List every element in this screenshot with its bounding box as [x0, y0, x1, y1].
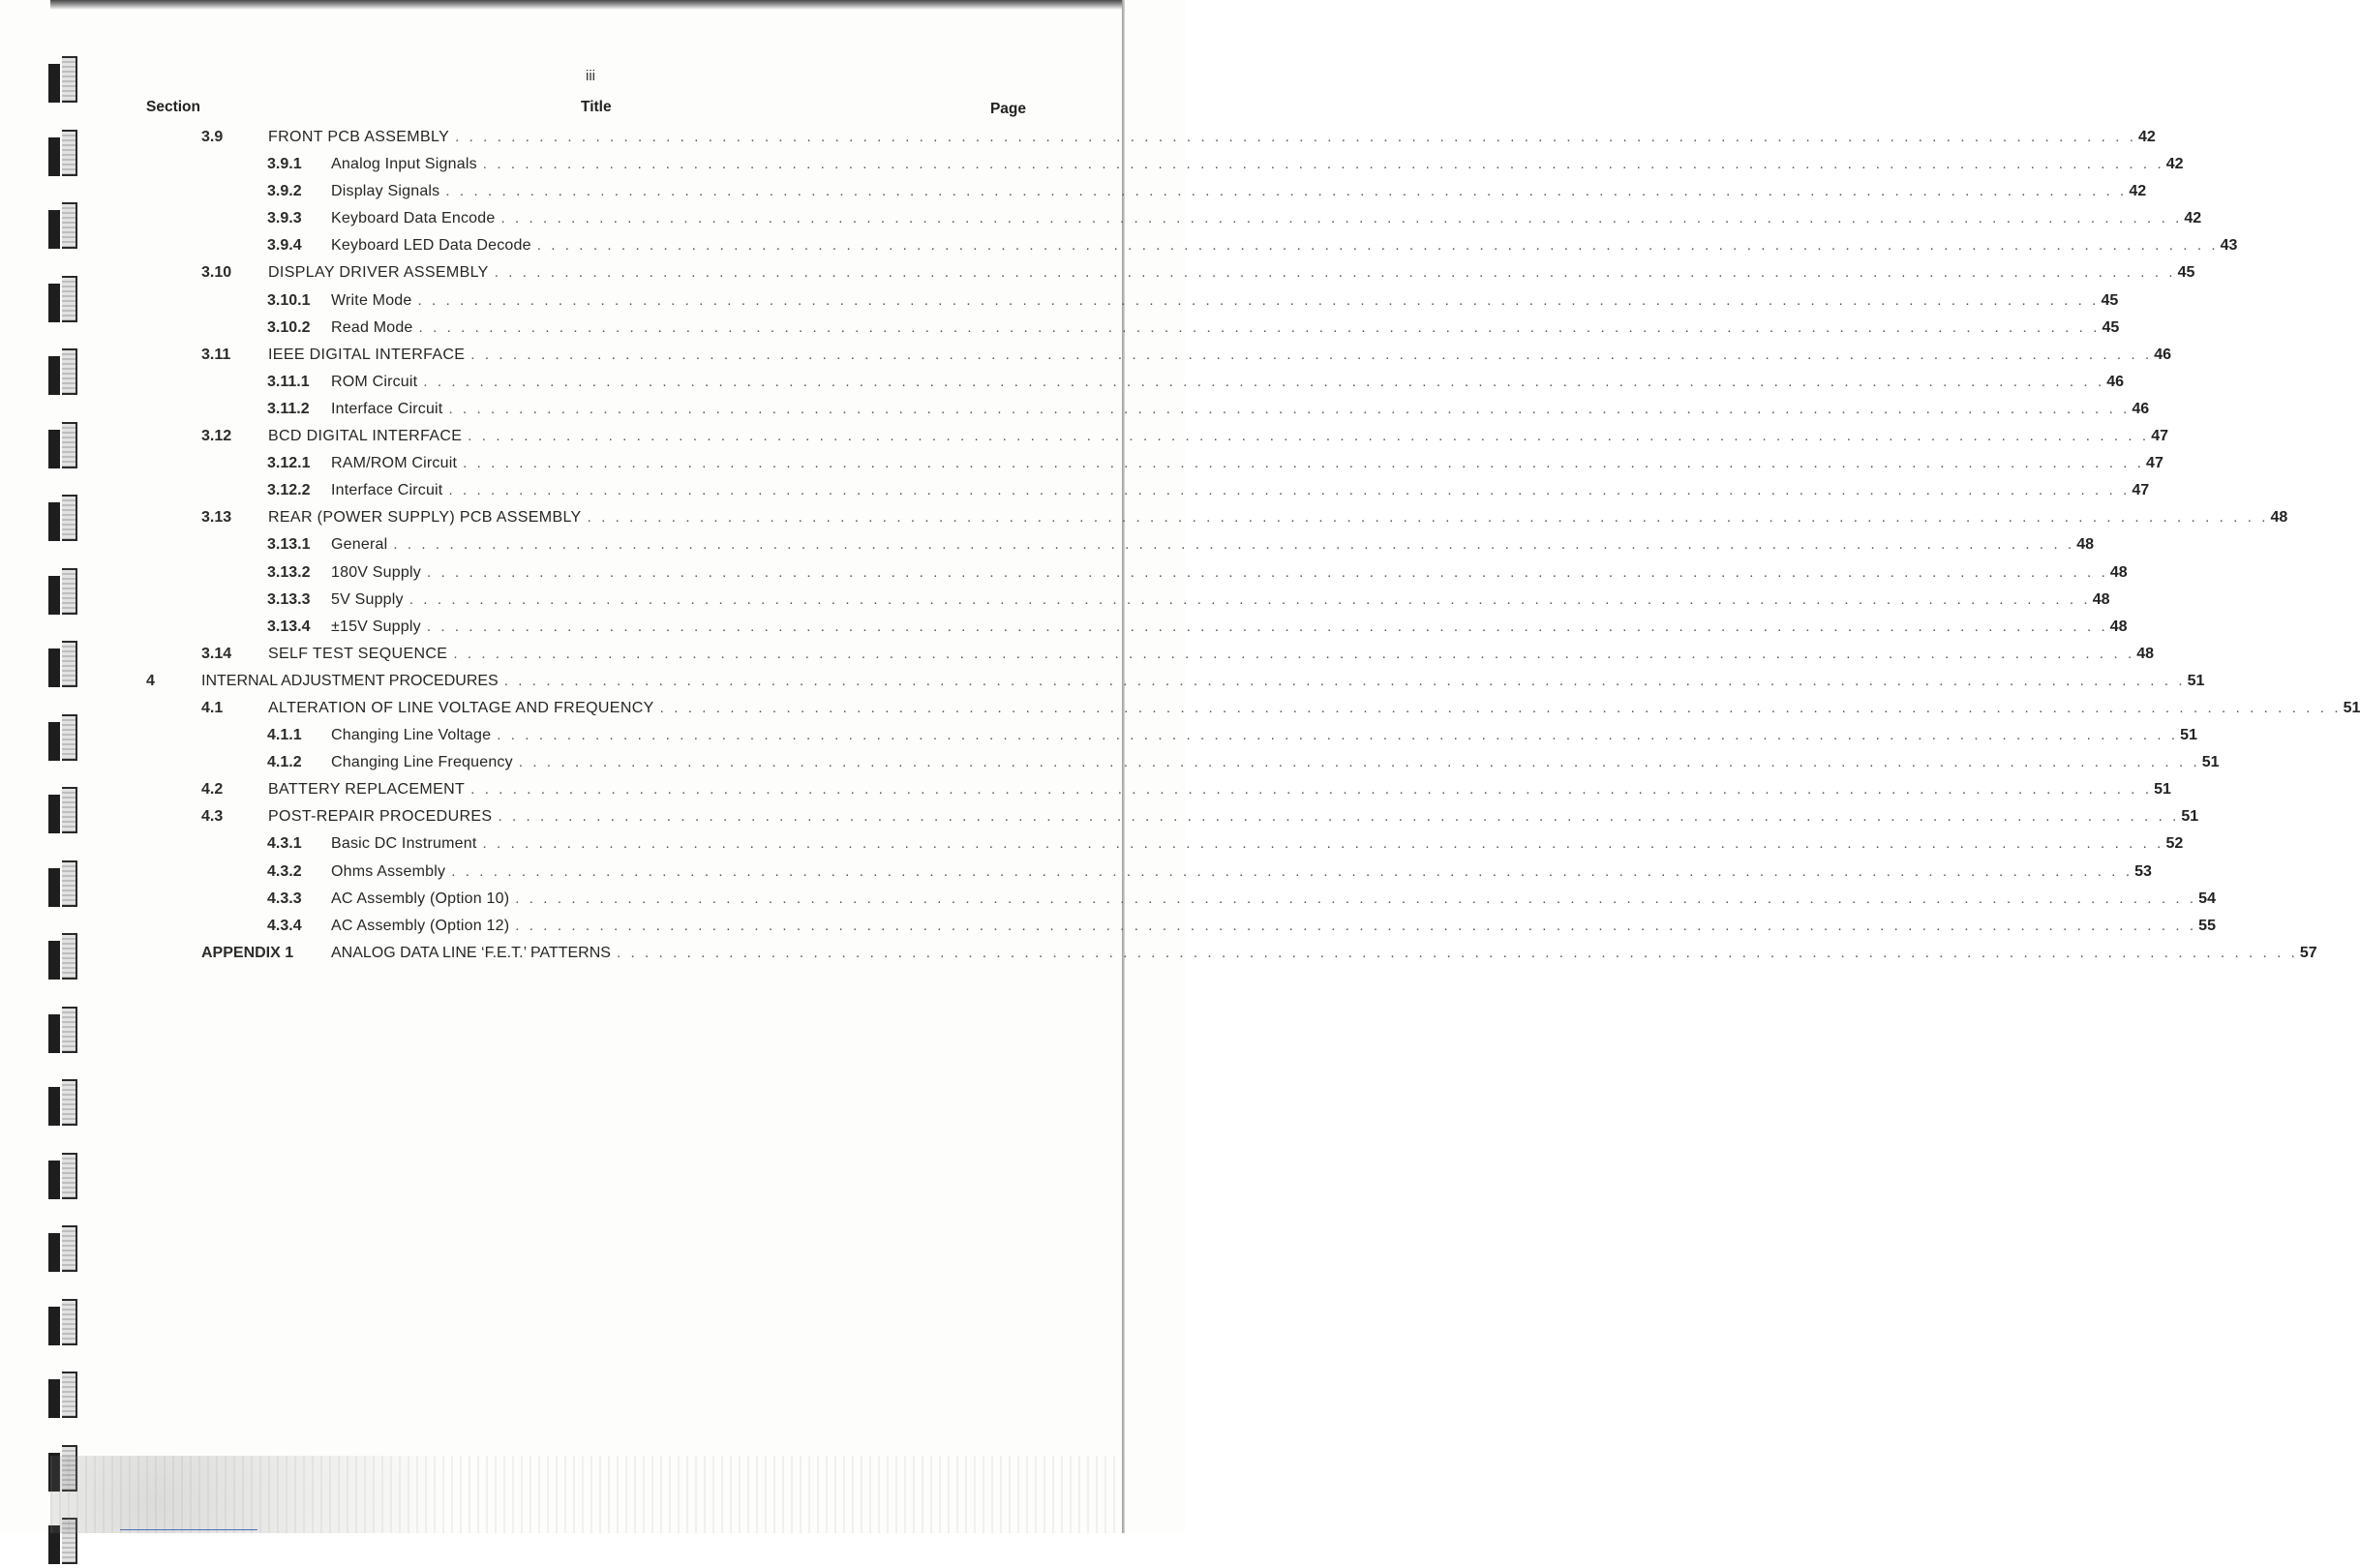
toc-title: REAR (POWER SUPPLY) PCB ASSEMBLY	[268, 509, 582, 527]
toc-entry	[0, 450, 2163, 477]
toc-section-number: 3.14	[201, 645, 232, 662]
scan-footer-noise	[50, 1456, 1123, 1533]
toc-page-number: 51	[2180, 727, 2197, 744]
toc-title-line	[331, 315, 2120, 342]
toc-leader-dots: . . . . . . . . . . . . . . . . . . . . . . . . . . . . . . . . . . . . . . . . . . . . . . . . . . . . . . . . . . . . . . . . . . . . . . . . . . . . . . . . . . . . . . . . . . . . . . . . . . . . . . . . . . . . . . . . . . . . . . . .	[482, 835, 2164, 853]
toc-section-number: 3.9.4	[267, 237, 302, 255]
toc-page-number: 42	[2165, 156, 2184, 173]
toc-title: ANALOG DATA LINE ‘F.E.T.’ PATTERNS	[331, 944, 611, 961]
toc-leader-dots: . . . . . . . . . . . . . . . . . . . . . . . . . . . . . . . . . . . . . . . . . . . . . . . . . . . . . . . . . . . . . . . . . . . . . . . . . . . . . . . . . . . . . . . . . . . . . . . . . . . . . . . . . . . . . . . . . . . . . . . .	[518, 754, 2200, 771]
toc-entry	[0, 477, 2150, 504]
toc-title-line	[331, 396, 2150, 423]
toc-leader-dots: . . . . . . . . . . . . . . . . . . . . . . . . . . . . . . . . . . . . . . . . . . . . . . . . . . . . . . . . . . . . . . . . . . . . . . . . . . . . . . . . . . . . . . . . . . . . . . . . . . . . . . . . . . . . . . . . . . . . . . . .	[659, 699, 2342, 716]
toc-title-line	[268, 803, 2199, 830]
toc-leader-dots: . . . . . . . . . . . . . . . . . . . . . . . . . . . . . . . . . . . . . . . . . . . . . . . . . . . . . . . . . . . . . . . . . . . . . . . . . . . . . . . . . . . . . . . . . . . . . . . . . . . . . . . . . . . . . . . . . . . . . . . .	[498, 808, 2180, 826]
binding-ring	[48, 56, 79, 106]
toc-leader-dots: . . . . . . . . . . . . . . . . . . . . . . . . . . . . . . . . . . . . . . . . . . . . . . . . . . . . . . . . . . . . . . . . . . . . . . . . . . . . . . . . . . . . . . . . . . . . . . . . . . . . . . . . . . . . . . . . . . . . . . . .	[482, 156, 2164, 173]
toc-entry	[0, 232, 2238, 259]
toc-title: IEEE DIGITAL INTERFACE	[268, 346, 466, 363]
toc-title: BCD DIGITAL INTERFACE	[268, 428, 463, 445]
toc-title-line	[268, 342, 2172, 369]
toc-title: 180V Supply	[331, 563, 421, 581]
toc-page-number: 48	[2092, 590, 2110, 608]
toc-page-number: 47	[2132, 482, 2150, 499]
footer-rule	[120, 1529, 257, 1530]
toc-entry	[0, 423, 2168, 450]
toc-leader-dots: . . . . . . . . . . . . . . . . . . . . . . . . . . . . . . . . . . . . . . . . . . . . . . . . . . . . . . . . . . . . . . . . . . . . . . . . . . . . . . . . . . . . . . . . . . . . . . . . . . . . . . . . . . . . . . . . . . . . . . . .	[445, 183, 2128, 200]
binding-ring	[48, 1153, 79, 1203]
toc-entry	[0, 124, 2156, 151]
scan-top-edge	[50, 0, 1125, 10]
toc-entry	[0, 342, 2172, 369]
toc-leader-dots: . . . . . . . . . . . . . . . . . . . . . . . . . . . . . . . . . . . . . . . . . . . . . . . . . . . . . . . . . . . . . . . . . . . . . . . . . . . . . . . . . . . . . . . . . . . . . . . . . . . . . . . . . . . . . . . . . . . . . . . .	[448, 482, 2131, 499]
toc-entry	[0, 722, 2197, 749]
toc-entry	[0, 587, 2110, 614]
toc-leader-dots: . . . . . . . . . . . . . . . . . . . . . . . . . . . . . . . . . . . . . . . . . . . . . . . . . . . . . . . . . . . . . . . . . . . . . . . . . . . . . . . . . . . . . . . . . . . . . . . . . . . . . . . . . . . . . . . . . . . . . . . .	[515, 917, 2197, 934]
toc-section-number: 3.10	[201, 264, 232, 282]
toc-section-number: 4.3	[201, 808, 224, 826]
toc-title: AC Assembly (Option 10)	[331, 890, 510, 907]
toc-leader-dots: . . . . . . . . . . . . . . . . . . . . . . . . . . . . . . . . . . . . . . . . . . . . . . . . . . . . . . . . . . . . . . . . . . . . . . . . . . . . . . . . . . . . . . . . . . . . . . . . . . . . . . . . . . . . . . . . . . . . . . . .	[503, 672, 2186, 689]
toc-page-number: 51	[2187, 672, 2205, 689]
toc-leader-dots: . . . . . . . . . . . . . . . . . . . . . . . . . . . . . . . . . . . . . . . . . . . . . . . . . . . . . . . . . . . . . . . . . . . . . . . . . . . . . . . . . . . . . . . . . . . . . . . . . . . . . . . . . . . . . . . . . . . . . . . .	[616, 944, 2298, 961]
toc-page-number: 42	[2138, 129, 2156, 145]
toc-entry	[0, 396, 2150, 423]
toc-section-number: 4.1.2	[267, 754, 302, 771]
toc-title-line	[268, 776, 2171, 803]
toc-title: Analog Input Signals	[331, 156, 477, 173]
toc-title-line	[331, 614, 2128, 641]
toc-title: Ohms Assembly	[331, 862, 446, 880]
toc-page-number: 47	[2151, 428, 2168, 445]
toc-title-line	[268, 259, 2195, 286]
toc-entry	[0, 695, 2360, 722]
toc-title-line	[331, 205, 2202, 232]
toc-title: Keyboard LED Data Decode	[331, 237, 531, 255]
toc-page-number: 42	[2129, 183, 2147, 200]
toc-section-number: 3.13.1	[267, 536, 311, 554]
toc-title: SELF TEST SEQUENCE	[268, 645, 448, 662]
toc-entry	[0, 504, 2288, 531]
toc-page-number: 46	[2132, 400, 2150, 417]
toc-title-line	[331, 886, 2216, 913]
toc-section-number: 4.3.1	[267, 835, 302, 853]
toc-title: Write Mode	[331, 291, 412, 309]
toc-title-line	[331, 369, 2125, 396]
toc-page-number: 55	[2198, 917, 2216, 934]
toc-leader-dots: . . . . . . . . . . . . . . . . . . . . . . . . . . . . . . . . . . . . . . . . . . . . . . . . . . . . . . . . . . . . . . . . . . . . . . . . . . . . . . . . . . . . . . . . . . . . . . . . . . . . . . . . . . . . . . . . . . . . . . . .	[451, 862, 2133, 880]
toc-section-number: 3.13	[201, 509, 232, 527]
section-column-header: Section	[146, 99, 200, 115]
toc-leader-dots: . . . . . . . . . . . . . . . . . . . . . . . . . . . . . . . . . . . . . . . . . . . . . . . . . . . . . . . . . . . . . . . . . . . . . . . . . . . . . . . . . . . . . . . . . . . . . . . . . . . . . . . . . . . . . . . . . . . . . . . .	[536, 237, 2219, 255]
toc-title-line	[268, 124, 2156, 151]
toc-page-number: 48	[2109, 563, 2128, 581]
toc-leader-dots: . . . . . . . . . . . . . . . . . . . . . . . . . . . . . . . . . . . . . . . . . . . . . . . . . . . . . . . . . . . . . . . . . . . . . . . . . . . . . . . . . . . . . . . . . . . . . . . . . . . . . . . . . . . . . . . . . . . . . . . .	[463, 455, 2145, 472]
toc-leader-dots: . . . . . . . . . . . . . . . . . . . . . . . . . . . . . . . . . . . . . . . . . . . . . . . . . . . . . . . . . . . . . . . . . . . . . . . . . . . . . . . . . . . . . . . . . . . . . . . . . . . . . . . . . . . . . . . . . . . . . . . .	[426, 618, 2108, 635]
toc-entry	[0, 830, 2184, 858]
toc-leader-dots: . . . . . . . . . . . . . . . . . . . . . . . . . . . . . . . . . . . . . . . . . . . . . . . . . . . . . . . . . . . . . . . . . . . . . . . . . . . . . . . . . . . . . . . . . . . . . . . . . . . . . . . . . . . . . . . . . . . . . . . .	[500, 210, 2183, 227]
toc-section-number: 4.1	[201, 699, 224, 716]
toc-title: Basic DC Instrument	[331, 835, 477, 853]
toc-title-line	[331, 940, 2317, 967]
toc-page-number: 52	[2165, 835, 2184, 853]
toc-section-number: 4	[146, 672, 155, 689]
toc-title-line	[268, 423, 2168, 450]
toc-page-number: 46	[2106, 373, 2125, 390]
toc-title: 5V Supply	[331, 590, 404, 608]
toc-title-line	[201, 668, 2205, 695]
toc-title: INTERNAL ADJUSTMENT PROCEDURES	[201, 672, 499, 689]
toc-entry	[0, 668, 2205, 695]
toc-leader-dots: . . . . . . . . . . . . . . . . . . . . . . . . . . . . . . . . . . . . . . . . . . . . . . . . . . . . . . . . . . . . . . . . . . . . . . . . . . . . . . . . . . . . . . . . . . . . . . . . . . . . . . . . . . . . . . . . . . . . . . . .	[423, 373, 2105, 390]
toc-title-line	[331, 477, 2150, 504]
toc-section-number: 4.3.3	[267, 890, 302, 907]
binding-ring	[48, 1079, 79, 1130]
toc-entry	[0, 315, 2120, 342]
toc-entry	[0, 886, 2216, 913]
toc-section-number: 3.9	[201, 129, 224, 145]
table-of-contents	[0, 124, 2360, 967]
toc-page-number: 53	[2134, 862, 2152, 880]
toc-title: Display Signals	[331, 183, 440, 200]
binding-ring	[48, 1225, 79, 1276]
toc-title-line	[331, 531, 2095, 558]
toc-page-number: 45	[2101, 291, 2119, 309]
toc-leader-dots: . . . . . . . . . . . . . . . . . . . . . . . . . . . . . . . . . . . . . . . . . . . . . . . . . . . . . . . . . . . . . . . . . . . . . . . . . . . . . . . . . . . . . . . . . . . . . . . . . . . . . . . . . . . . . . . . . . . . . . . .	[426, 563, 2108, 581]
toc-page-number: 57	[2299, 944, 2317, 961]
toc-section-number: 3.9.2	[267, 183, 302, 200]
toc-title: Changing Line Frequency	[331, 754, 513, 771]
toc-leader-dots: . . . . . . . . . . . . . . . . . . . . . . . . . . . . . . . . . . . . . . . . . . . . . . . . . . . . . . . . . . . . . . . . . . . . . . . . . . . . . . . . . . . . . . . . . . . . . . . . . . . . . . . . . . . . . . . . . . . . . . . .	[515, 890, 2197, 907]
toc-title-line	[331, 722, 2197, 749]
toc-title-line	[331, 913, 2216, 940]
toc-leader-dots: . . . . . . . . . . . . . . . . . . . . . . . . . . . . . . . . . . . . . . . . . . . . . . . . . . . . . . . . . . . . . . . . . . . . . . . . . . . . . . . . . . . . . . . . . . . . . . . . . . . . . . . . . . . . . . . . . . . . . . . .	[494, 264, 2176, 282]
toc-leader-dots: . . . . . . . . . . . . . . . . . . . . . . . . . . . . . . . . . . . . . . . . . . . . . . . . . . . . . . . . . . . . . . . . . . . . . . . . . . . . . . . . . . . . . . . . . . . . . . . . . . . . . . . . . . . . . . . . . . . . . . . .	[470, 781, 2153, 799]
toc-section-number: 3.12.2	[267, 482, 311, 499]
toc-section-number: 3.11.1	[267, 373, 310, 390]
toc-title: DISPLAY DRIVER ASSEMBLY	[268, 264, 489, 282]
toc-entry	[0, 287, 2119, 315]
toc-page-number: 45	[2102, 318, 2120, 336]
toc-entry	[0, 776, 2171, 803]
toc-section-number: 3.13.2	[267, 563, 311, 581]
toc-title: RAM/ROM Circuit	[331, 455, 458, 472]
toc-title: General	[331, 536, 388, 554]
toc-title: Keyboard Data Encode	[331, 210, 496, 227]
toc-page-number: 45	[2177, 264, 2195, 282]
toc-section-number: 3.11	[201, 346, 231, 363]
toc-page-number: 48	[2136, 645, 2155, 662]
toc-title-line	[331, 559, 2128, 587]
toc-entry	[0, 641, 2155, 668]
toc-section-number: 3.13.4	[267, 618, 311, 635]
toc-leader-dots: . . . . . . . . . . . . . . . . . . . . . . . . . . . . . . . . . . . . . . . . . . . . . . . . . . . . . . . . . . . . . . . . . . . . . . . . . . . . . . . . . . . . . . . . . . . . . . . . . . . . . . . . . . . . . . . . . . . . . . . .	[418, 318, 2101, 336]
toc-entry	[0, 614, 2128, 641]
toc-title-line	[331, 232, 2238, 259]
toc-entry	[0, 178, 2147, 205]
toc-title: Changing Line Voltage	[331, 727, 492, 744]
toc-page-number: 51	[2343, 699, 2360, 716]
toc-entry	[0, 940, 2317, 967]
toc-title-line	[331, 830, 2184, 858]
toc-leader-dots: . . . . . . . . . . . . . . . . . . . . . . . . . . . . . . . . . . . . . . . . . . . . . . . . . . . . . . . . . . . . . . . . . . . . . . . . . . . . . . . . . . . . . . . . . . . . . . . . . . . . . . . . . . . . . . . . . . . . . . . .	[470, 346, 2153, 363]
toc-title: POST-REPAIR PROCEDURES	[268, 808, 493, 826]
toc-title-line	[331, 587, 2110, 614]
toc-page-number: 54	[2198, 890, 2216, 907]
page-number: iii	[586, 68, 595, 84]
toc-leader-dots: . . . . . . . . . . . . . . . . . . . . . . . . . . . . . . . . . . . . . . . . . . . . . . . . . . . . . . . . . . . . . . . . . . . . . . . . . . . . . . . . . . . . . . . . . . . . . . . . . . . . . . . . . . . . . . . . . . . . . . . .	[448, 400, 2131, 417]
toc-entry	[0, 259, 2195, 286]
toc-leader-dots: . . . . . . . . . . . . . . . . . . . . . . . . . . . . . . . . . . . . . . . . . . . . . . . . . . . . . . . . . . . . . . . . . . . . . . . . . . . . . . . . . . . . . . . . . . . . . . . . . . . . . . . . . . . . . . . . . . . . . . . .	[393, 536, 2075, 554]
toc-title-line	[331, 749, 2220, 776]
toc-section-number: 4.3.2	[267, 862, 302, 880]
title-column-header: Title	[581, 99, 612, 115]
toc-title: Read Mode	[331, 318, 413, 336]
binding-ring	[48, 1007, 79, 1057]
toc-entry	[0, 205, 2202, 232]
page-column-header: Page	[989, 101, 1026, 117]
toc-section-number: 4.2	[201, 781, 224, 799]
binding-ring	[48, 1372, 79, 1422]
toc-title: Interface Circuit	[331, 482, 443, 499]
toc-title-line	[331, 287, 2119, 315]
toc-title: Interface Circuit	[331, 400, 443, 417]
toc-section-number: APPENDIX 1	[201, 944, 294, 961]
toc-title-line	[331, 151, 2184, 178]
toc-page-number: 51	[2201, 754, 2220, 771]
toc-section-number: 4.3.4	[267, 917, 302, 934]
toc-title-line	[331, 450, 2163, 477]
toc-title: ROM Circuit	[331, 373, 418, 390]
toc-section-number: 3.10.1	[267, 291, 311, 309]
toc-title: ALTERATION OF LINE VOLTAGE AND FREQUENCY	[268, 699, 654, 716]
toc-title: ±15V Supply	[331, 618, 421, 635]
toc-page-number: 48	[2109, 618, 2128, 635]
toc-page-number: 51	[2181, 808, 2199, 826]
toc-entry	[0, 859, 2152, 886]
binding-ring	[48, 1299, 79, 1349]
toc-page-number: 42	[2184, 210, 2202, 227]
toc-section-number: 3.12	[201, 428, 232, 445]
toc-leader-dots: . . . . . . . . . . . . . . . . . . . . . . . . . . . . . . . . . . . . . . . . . . . . . . . . . . . . . . . . . . . . . . . . . . . . . . . . . . . . . . . . . . . . . . . . . . . . . . . . . . . . . . . . . . . . . . . . . . . . . . . .	[453, 645, 2135, 662]
toc-entry	[0, 151, 2184, 178]
toc-entry	[0, 369, 2125, 396]
toc-title-line	[268, 504, 2288, 531]
toc-leader-dots: . . . . . . . . . . . . . . . . . . . . . . . . . . . . . . . . . . . . . . . . . . . . . . . . . . . . . . . . . . . . . . . . . . . . . . . . . . . . . . . . . . . . . . . . . . . . . . . . . . . . . . . . . . . . . . . . . . . . . . . .	[587, 509, 2269, 527]
toc-page-number: 51	[2154, 781, 2171, 799]
toc-title: AC Assembly (Option 12)	[331, 917, 510, 934]
toc-leader-dots: . . . . . . . . . . . . . . . . . . . . . . . . . . . . . . . . . . . . . . . . . . . . . . . . . . . . . . . . . . . . . . . . . . . . . . . . . . . . . . . . . . . . . . . . . . . . . . . . . . . . . . . . . . . . . . . . . . . . . . . .	[455, 129, 2137, 145]
toc-section-number: 4.1.1	[267, 727, 302, 744]
toc-entry	[0, 749, 2220, 776]
toc-page-number: 47	[2146, 455, 2163, 472]
toc-leader-dots: . . . . . . . . . . . . . . . . . . . . . . . . . . . . . . . . . . . . . . . . . . . . . . . . . . . . . . . . . . . . . . . . . . . . . . . . . . . . . . . . . . . . . . . . . . . . . . . . . . . . . . . . . . . . . . . . . . . . . . . .	[408, 590, 2091, 608]
toc-title-line	[268, 695, 2360, 722]
toc-leader-dots: . . . . . . . . . . . . . . . . . . . . . . . . . . . . . . . . . . . . . . . . . . . . . . . . . . . . . . . . . . . . . . . . . . . . . . . . . . . . . . . . . . . . . . . . . . . . . . . . . . . . . . . . . . . . . . . . . . . . . . . .	[497, 727, 2179, 744]
toc-section-number: 3.13.3	[267, 590, 311, 608]
toc-section-number: 3.11.2	[267, 400, 310, 417]
toc-section-number: 3.12.1	[267, 455, 311, 472]
toc-title-line	[331, 178, 2147, 205]
toc-page-number: 48	[2076, 536, 2095, 554]
toc-section-number: 3.10.2	[267, 318, 311, 336]
toc-page-number: 48	[2270, 509, 2288, 527]
toc-title: FRONT PCB ASSEMBLY	[268, 129, 450, 145]
toc-title-line	[331, 859, 2152, 886]
toc-section-number: 3.9.1	[267, 156, 302, 173]
toc-entry	[0, 559, 2128, 587]
toc-title: BATTERY REPLACEMENT	[268, 781, 466, 799]
toc-page-number: 43	[2220, 237, 2238, 255]
toc-leader-dots: . . . . . . . . . . . . . . . . . . . . . . . . . . . . . . . . . . . . . . . . . . . . . . . . . . . . . . . . . . . . . . . . . . . . . . . . . . . . . . . . . . . . . . . . . . . . . . . . . . . . . . . . . . . . . . . . . . . . . . . .	[468, 428, 2150, 445]
toc-entry	[0, 803, 2199, 830]
toc-entry	[0, 913, 2216, 940]
toc-page-number: 46	[2154, 346, 2172, 363]
toc-title-line	[268, 641, 2155, 668]
toc-section-number: 3.9.3	[267, 210, 302, 227]
toc-entry	[0, 531, 2095, 558]
toc-leader-dots: . . . . . . . . . . . . . . . . . . . . . . . . . . . . . . . . . . . . . . . . . . . . . . . . . . . . . . . . . . . . . . . . . . . . . . . . . . . . . . . . . . . . . . . . . . . . . . . . . . . . . . . . . . . . . . . . . . . . . . . .	[417, 291, 2100, 309]
